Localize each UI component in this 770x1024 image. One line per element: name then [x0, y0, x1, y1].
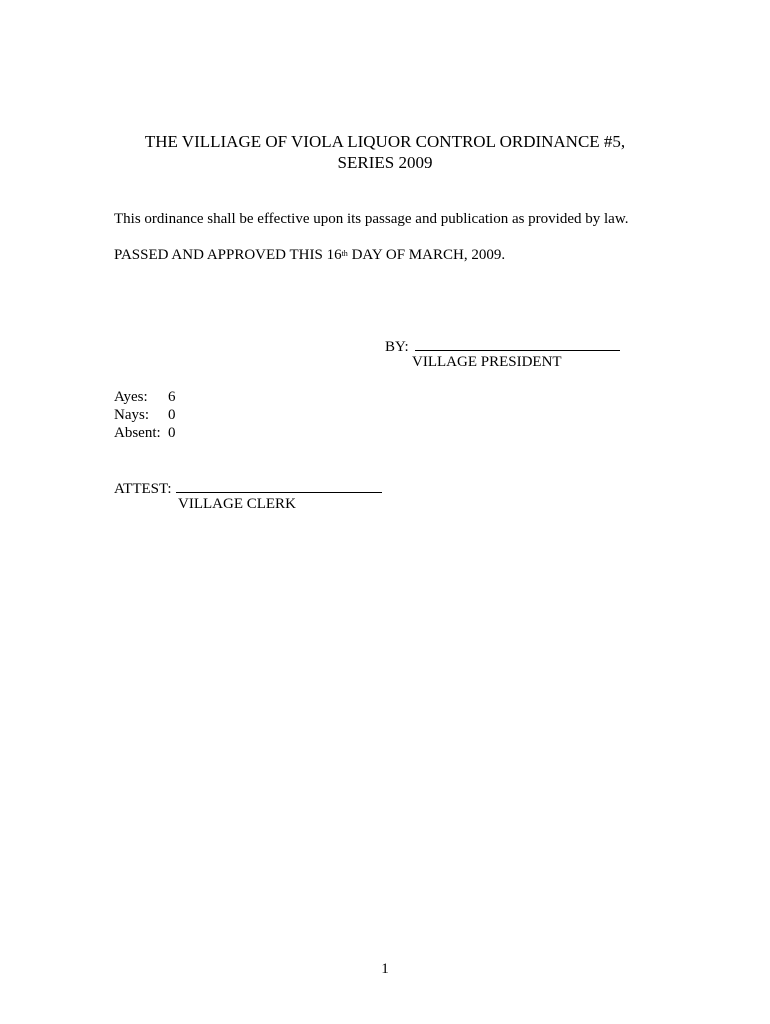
passed-prefix: PASSED AND APPROVED THIS 16: [114, 247, 342, 263]
passed-suffix: DAY OF MARCH, 2009.: [351, 247, 506, 263]
absent-value: 0: [168, 425, 176, 441]
village-president-label: VILLAGE PRESIDENT: [412, 354, 562, 370]
village-clerk-label: VILLAGE CLERK: [178, 496, 296, 512]
passed-approved-statement: [114, 246, 505, 264]
ayes-label: Ayes:: [114, 389, 148, 405]
clerk-signature-line: [176, 478, 382, 493]
ayes-value: 6: [168, 389, 176, 405]
document-title-line-2: SERIES 2009: [337, 153, 433, 172]
nays-value: 0: [168, 407, 176, 423]
passed-ordinal-suffix: th: [341, 249, 348, 258]
absent-label: Absent:: [114, 425, 161, 441]
document-title-line-1: THE VILLIAGE OF VIOLA LIQUOR CONTROL ORDINANCE #5,: [144, 132, 626, 151]
nays-label: Nays:: [114, 407, 149, 423]
effective-statement: This ordinance shall be effective upon its passage and publication as provided by law.: [114, 211, 629, 227]
page-number: 1: [381, 961, 389, 977]
attest-label: ATTEST:: [114, 481, 172, 497]
by-label: BY:: [385, 339, 409, 355]
president-signature-line: [415, 336, 620, 351]
